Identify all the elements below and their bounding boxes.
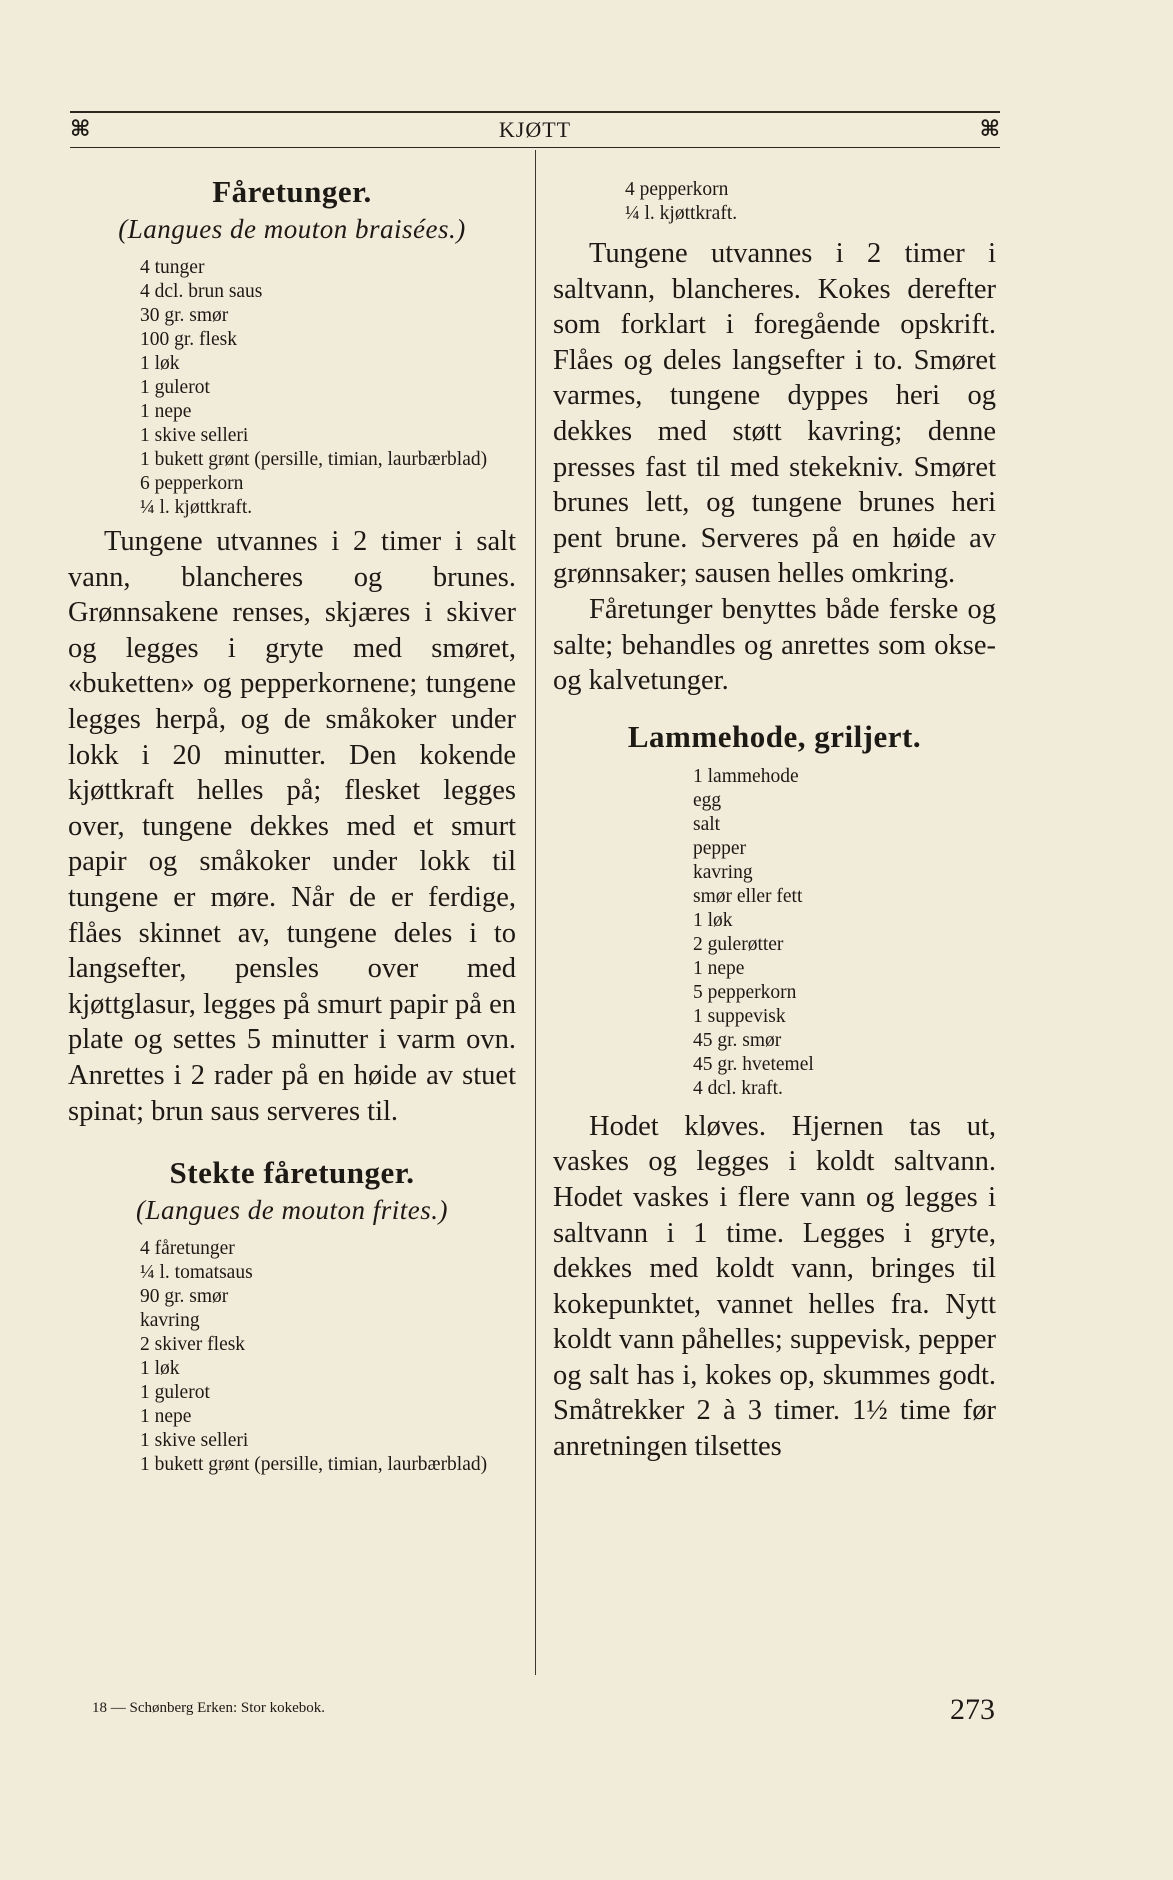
ingredient-item: 45 gr. smør [693, 1029, 782, 1051]
ingredient-item: 1 nepe [693, 957, 745, 979]
ingredient-item: 1 lammehode [693, 765, 799, 787]
ingredient-item: 1 skive selleri [140, 1430, 249, 1452]
ingredient-item: ¼ l. kjøttkraft. [625, 203, 738, 224]
ingredient-item: 1 bukett grønt (persille, timian, laurbærblad) [140, 1454, 488, 1476]
footer-imprint: 18 — Schønberg Erken: Stor kokebok. [92, 1700, 326, 1716]
ingredient-item: 1 løk [140, 1358, 180, 1380]
instruction-paragraph: Tungene utvannes i 2 timer i saltvann, blancheres. Kokes derefter som forklart i foregående opskrift. Flåes og deles langsefter i to. Smøret varmes, tungene dyppes heri og dekkes med støtt kavring; denne presses fast til med stekekniv. Smøret brunes lett, og tungene brunes heri pent brune. Serveres på en høide av grønnsaker; sausen helles omkring. [553, 238, 996, 590]
recipe-subtitle: (Langues de mouton braisées.) [118, 214, 466, 244]
ingredient-item: 1 løk [140, 353, 180, 374]
ingredient-item: 1 nepe [140, 401, 192, 422]
ingredient-list [140, 256, 516, 520]
ingredient-item: 4 tunger [140, 257, 205, 278]
left-column [68, 152, 516, 1477]
ingredient-list [140, 1237, 516, 1477]
instruction-paragraph: Fåretunger benyttes både ferske og salte; behandles og anrettes som okse- og kalvetunger. [553, 593, 996, 697]
recipe-title: Fåretunger. [212, 174, 372, 209]
ingredient-item: kavring [140, 1310, 200, 1332]
ingredient-item: 4 dcl. brun saus [140, 281, 263, 302]
ingredient-item: 4 fåretunger [140, 1238, 235, 1260]
instruction-paragraph: Hodet kløves. Hjernen tas ut, vaskes og legges i koldt saltvann. Hodet vaskes i flere vann og legges i saltvann i 1 time. Legges i gryte, dekkes med koldt vann, bringes til kokepunktet, vannet helles fra. Nytt koldt vann påhelles; suppevisk, pepper og salt has i, kokes op, skummes godt. Småtrekker 2 à 3 timer. 1½ time før anretningen tilsettes [553, 1110, 996, 1463]
recipe-title: Lammehode, griljert. [627, 718, 922, 754]
ingredient-item: 100 gr. flesk [140, 329, 237, 350]
ingredient-item: smør eller fett [693, 885, 803, 907]
ingredient-item: 4 pepperkorn [625, 179, 729, 200]
ingredient-item: ¼ l. kjøttkraft. [140, 497, 253, 518]
right-column [553, 152, 996, 1465]
recipe-title: Stekte fåretunger. [169, 1155, 415, 1191]
page-number: 273 [950, 1693, 995, 1726]
running-title: KJØTT [498, 117, 572, 142]
ingredient-item: 1 løk [693, 909, 733, 931]
ingredient-item: 1 nepe [140, 1406, 192, 1428]
instruction-paragraph: Tungene utvannes i 2 timer i salt vann, blancheres og brunes. Grønnsakene renses, skjæres i skiver og legges i gryte med smøret, «buketten» og pepperkornene; tungene legges herpå, og de småkoker under lokk i 20 minutter. Den kokende kjøttkraft helles på; flesket legges over, tungene dekkes med et smurt papir og småkoker under lokk til tungene er møre. Når de er ferdige, flåes skinnet av, tungene deles i to langsefter, pensles over med kjøttglasur, legges på smurt papir på en plate og settes 5 minutter i varm ovn. Anrettes i 2 rader på en høide av stuet spinat; brun saus serveres til. [68, 526, 516, 1127]
ingredient-item: salt [693, 813, 721, 835]
header-rule-bottom [70, 147, 1000, 148]
ingredient-item: 2 skiver flesk [140, 1334, 246, 1356]
ingredient-item: kavring [693, 861, 753, 883]
ingredient-item: 90 gr. smør [140, 1286, 229, 1308]
ingredient-item: 45 gr. hvetemel [693, 1053, 814, 1075]
ingredient-item: 1 gulerot [140, 1382, 210, 1404]
ingredient-item: 1 suppevisk [693, 1005, 786, 1027]
ingredient-item: 4 dcl. kraft. [693, 1077, 783, 1099]
header-rule-top [70, 111, 1000, 113]
ingredient-item: 5 pepperkorn [693, 981, 797, 1003]
ingredient-item: pepper [693, 837, 747, 859]
ingredient-item: egg [693, 789, 722, 811]
recipe-instructions [68, 524, 516, 1129]
ingredient-item: 1 gulerot [140, 377, 210, 398]
ingredient-item: ¼ l. tomatsaus [140, 1262, 253, 1284]
ingredient-item: 1 bukett grønt (persille, timian, laurbærblad) [140, 449, 488, 470]
ornament-right-icon: ⌘ [979, 116, 1000, 142]
ingredient-item: 30 gr. smør [140, 305, 229, 326]
ingredient-list [693, 765, 996, 1101]
recipe-subtitle: (Langues de mouton frites.) [136, 1195, 448, 1226]
ornament-left-icon: ⌘ [70, 116, 91, 142]
ingredient-item: 6 pepperkorn [140, 473, 244, 494]
recipe-instructions [553, 236, 996, 699]
running-header [70, 114, 1000, 144]
column-divider [535, 150, 536, 1675]
ingredient-item: 2 gulerøtter [693, 933, 784, 955]
recipe-instructions [553, 1109, 996, 1465]
ingredient-item: 1 skive selleri [140, 425, 249, 446]
ingredient-list-continued [625, 178, 996, 226]
